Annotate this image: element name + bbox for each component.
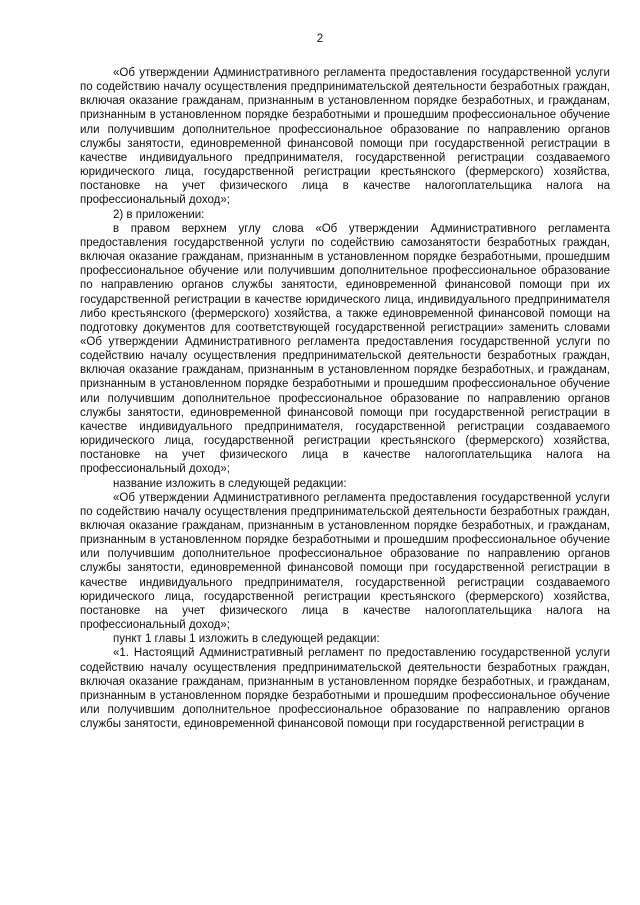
document-body <box>80 66 610 731</box>
paragraph-title-heading: название изложить в следующей редакции: <box>113 477 347 490</box>
page-number: 2 <box>316 33 324 45</box>
paragraph-replace-words: в правом верхнем углу слова «Об утверждении Административного регламента предоставления государственной услуги по содействию самозанятости безработных граждан, включая оказание гражданам, признанным в установленном порядке безработными, прошедшим профессиональное обучение или получившим дополнительное профессиональное образование по направлению органов службы занятости, единовременной финансовой помощи при их государственной регистрации в качестве юридического лица, индивидуального предпринимателя либо крестьянского (фермерского) хозяйства, а также единовременной финансовой помощи на подготовку документов для соответствующей государственной регистрации» заменить словами «Об утверждении Административного регламента предоставления государственной услуги по содействию началу осуществления предпринимательской деятельности безработных граждан, включая оказание гражданам, признанным в установленном порядке безработных, и гражданам, признанным в установленном порядке безработными и прошедшим профессиональное обучение или получившим дополнительное профессиональное образование по направлению органов службы занятости, единовременной финансовой помощи при государственной регистрации в качестве индивидуального предпринимателя, государственной регистрации создаваемого юридического лица, государственной регистрации крестьянского (фермерского) хозяйства, постановке на учет физического лица в качестве налогоплательщика налога на профессиональный доход»; <box>80 222 610 476</box>
paragraph-clause-heading: пункт 1 главы 1 изложить в следующей редакции: <box>113 633 380 646</box>
paragraph-new-title: «Об утверждении Административного регламента предоставления государственной услуги по содействию началу осуществления предпринимательской деятельности безработных граждан, включая оказание гражданам, признанным в установленном порядке безработных, и гражданам, признанным в установленном порядке безработными и прошедшим профессиональное обучение или получившим дополнительное профессиональное образование по направлению органов службы занятости, единовременной финансовой помощи при государственной регистрации в качестве индивидуального предпринимателя, государственной регистрации создаваемого юридического лица, государственной регистрации крестьянского (фермерского) хозяйства, постановке на учет физического лица в качестве налогоплательщика налога на профессиональный доход»; <box>80 491 610 632</box>
paragraph-resolution-title: «Об утверждении Административного регламента предоставления государственной услуги по содействию началу осуществления предпринимательской деятельности безработных граждан, включая оказание гражданам, признанным в установленном порядке безработных, и гражданам, признанным в установленном порядке безработными и прошедшим профессиональное обучение или получившим дополнительное профессиональное образование по направлению органов службы занятости, единовременной финансовой помощи при государственной регистрации в качестве индивидуального предпринимателя, государственной регистрации создаваемого юридического лица, государственной регистрации крестьянского (фермерского) хозяйства, постановке на учет физического лица в качестве налогоплательщика налога на профессиональный доход»; <box>80 67 610 207</box>
paragraph-item-2: 2) в приложении: <box>113 208 205 221</box>
paragraph-clause-1: «1. Настоящий Административный регламент по предоставлению государственной услуги содействию началу осуществления предпринимательской деятельности безработных граждан, включая оказание гражданам, признанным в установленном порядке безработных, и гражданам, признанным в установленном порядке безработными и прошедшим профессиональное обучение или получившим дополнительное профессиональное образование по направлению органов службы занятости, единовременной финансовой помощи при государственной регистрации в <box>80 647 610 731</box>
